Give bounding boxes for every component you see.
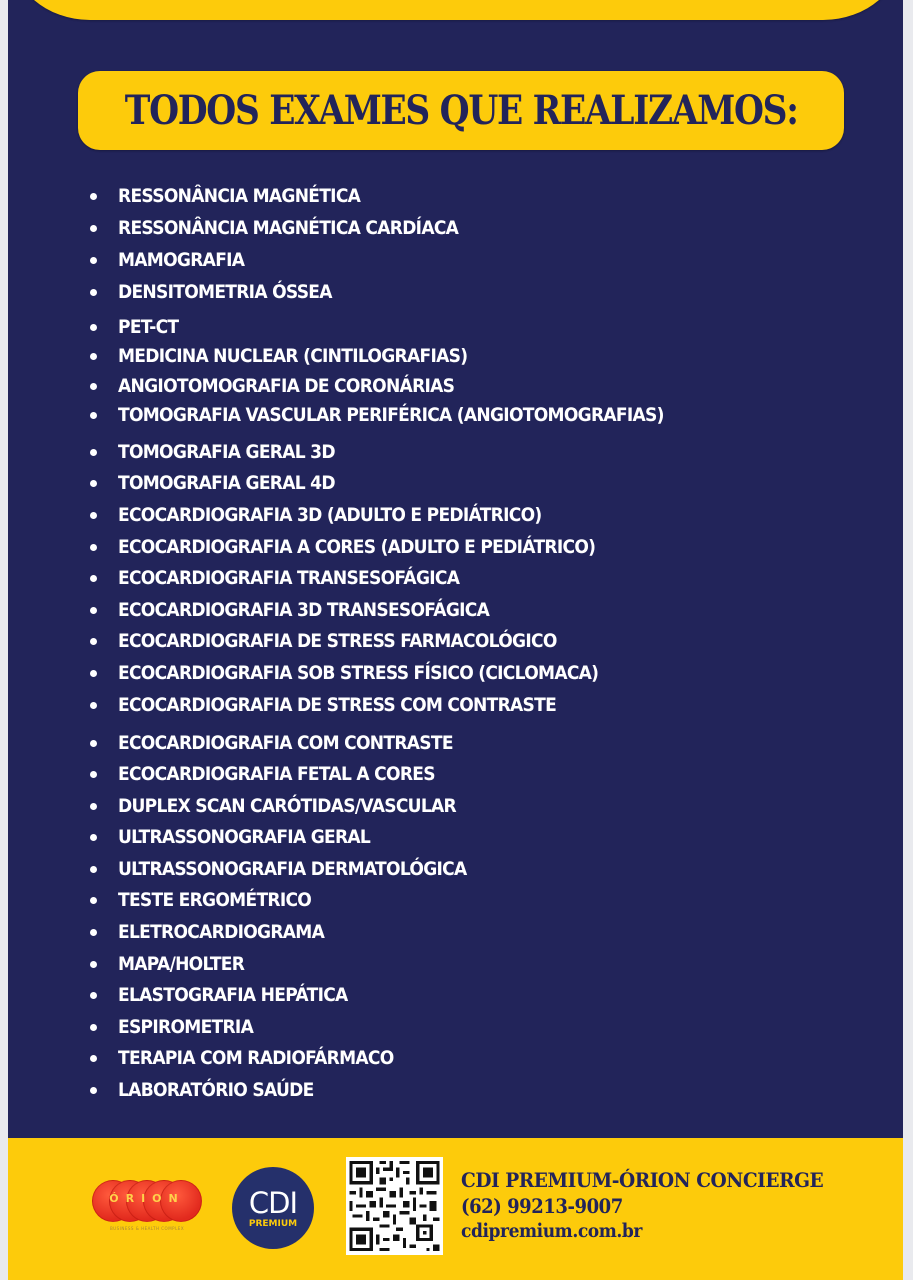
exam-label: TOMOGRAFIA VASCULAR PERIFÉRICA (ANGIOTOMOGRAFIAS) — [118, 404, 664, 426]
exam-list-item — [90, 627, 605, 655]
bullet-icon — [90, 289, 97, 296]
exam-label: ULTRASSONOGRAFIA GERAL — [118, 826, 371, 848]
orion-tagline: BUSINESS & HEALTH COMPLEX — [109, 1226, 185, 1231]
bullet-icon — [90, 257, 97, 264]
exam-label: ANGIOTOMOGRAFIA DE CORONÁRIAS — [118, 375, 455, 397]
cdi-logo-main: CDI — [248, 1185, 298, 1220]
exam-label: ECOCARDIOGRAFIA 3D TRANSESOFÁGICA — [118, 599, 490, 621]
footer — [8, 1138, 903, 1280]
exam-list-item — [90, 469, 359, 497]
exam-label: ECOCARDIOGRAFIA TRANSESOFÁGICA — [118, 567, 460, 589]
exam-list-item — [90, 950, 258, 978]
exam-label: RESSONÂNCIA MAGNÉTICA — [118, 185, 361, 207]
bullet-icon — [90, 1055, 97, 1062]
exam-label: MEDICINA NUCLEAR (CINTILOGRAFIAS) — [118, 345, 468, 367]
bullet-icon — [90, 512, 97, 519]
contact-website[interactable]: cdipremium.com.br — [461, 1220, 642, 1242]
exam-list-item — [90, 401, 724, 429]
cdi-premium-logo — [232, 1167, 314, 1249]
bullet-icon — [90, 834, 97, 841]
bullet-icon — [90, 193, 97, 200]
exam-label: MAPA/HOLTER — [118, 953, 245, 975]
bullet-icon — [90, 702, 97, 709]
title-banner — [78, 71, 844, 150]
exam-list-item — [90, 564, 497, 592]
exam-list-item — [90, 214, 496, 242]
exam-label: ULTRASSONOGRAFIA DERMATOLÓGICA — [118, 858, 467, 880]
exam-list-item — [90, 760, 470, 788]
exam-label: MAMOGRAFIA — [118, 249, 245, 271]
exam-list-item — [90, 886, 333, 914]
exam-list-item — [90, 182, 387, 210]
exam-list-item — [90, 691, 605, 719]
exam-list-item — [90, 823, 398, 851]
exam-list-item — [90, 855, 505, 883]
bullet-icon — [90, 353, 97, 360]
exam-list-item — [90, 659, 652, 687]
exam-list-item — [90, 596, 530, 624]
bullet-icon — [90, 324, 97, 331]
exam-label: DENSITOMETRIA ÓSSEA — [118, 281, 332, 303]
orion-logo — [92, 1180, 202, 1230]
exam-label: DUPLEX SCAN CARÓTIDAS/VASCULAR — [118, 795, 456, 817]
bullet-icon — [90, 480, 97, 487]
exam-label: TOMOGRAFIA GERAL 3D — [118, 441, 335, 463]
bullet-icon — [90, 992, 97, 999]
bullet-icon — [90, 1087, 97, 1094]
bullet-icon — [90, 961, 97, 968]
bullet-icon — [90, 449, 97, 456]
exam-list-item — [90, 246, 258, 274]
bullet-icon — [90, 383, 97, 390]
bullet-icon — [90, 771, 97, 778]
exam-label: LABORATÓRIO SAÚDE — [118, 1079, 314, 1101]
page-title: TODOS EXAMES QUE REALIZAMOS: — [124, 87, 798, 134]
bullet-icon — [90, 225, 97, 232]
poster — [8, 0, 903, 1280]
exam-list-item — [90, 1013, 268, 1041]
qr-code-icon[interactable] — [346, 1157, 443, 1255]
exam-label: ECOCARDIOGRAFIA DE STRESS FARMACOLÓGICO — [118, 630, 557, 652]
exam-list-item — [90, 501, 589, 529]
exam-label: RESSONÂNCIA MAGNÉTICA CARDÍACA — [118, 217, 459, 239]
bullet-icon — [90, 929, 97, 936]
bullet-icon — [90, 1024, 97, 1031]
exam-label: ECOCARDIOGRAFIA 3D (ADULTO E PEDIÁTRICO) — [118, 504, 542, 526]
exam-label: TOMOGRAFIA GERAL 4D — [118, 472, 335, 494]
bullet-icon — [90, 607, 97, 614]
exam-label: ESPIROMETRIA — [118, 1016, 254, 1038]
exam-label: ECOCARDIOGRAFIA DE STRESS COM CONTRASTE — [118, 694, 557, 716]
bullet-icon — [90, 575, 97, 582]
exam-list-item — [90, 918, 347, 946]
exam-list-item — [90, 342, 506, 370]
bullet-icon — [90, 544, 97, 551]
bullet-icon — [90, 866, 97, 873]
contact-info — [461, 1168, 851, 1246]
exam-label: TESTE ERGOMÉTRICO — [118, 889, 312, 911]
exam-list-item — [90, 438, 359, 466]
exam-label: ECOCARDIOGRAFIA FETAL A CORES — [118, 763, 435, 785]
exam-list-item — [90, 729, 490, 757]
exam-list-item — [90, 278, 356, 306]
exam-label: ELETROCARDIOGRAMA — [118, 921, 325, 943]
exam-list-item — [90, 792, 494, 820]
cdi-logo-sub: PREMIUM — [248, 1218, 298, 1229]
bullet-icon — [90, 638, 97, 645]
bullet-icon — [90, 803, 97, 810]
contact-phone[interactable]: (62) 99213-9007 — [461, 1194, 623, 1218]
bullet-icon — [90, 740, 97, 747]
exam-label: ECOCARDIOGRAFIA A CORES (ADULTO E PEDIÁTRICO) — [118, 536, 596, 558]
exam-label: ECOCARDIOGRAFIA SOB STRESS FÍSICO (CICLOMACA) — [118, 662, 599, 684]
orion-name: ÓRION — [109, 1192, 185, 1205]
exam-list-item — [90, 981, 373, 1009]
exam-list-item — [90, 372, 492, 400]
exam-list-item — [90, 1044, 424, 1072]
bullet-icon — [90, 412, 97, 419]
bullet-icon — [90, 897, 97, 904]
top-banner — [10, 0, 903, 20]
exam-list-item — [90, 533, 648, 561]
exam-label: ELASTOGRAFIA HEPÁTICA — [118, 984, 348, 1006]
exam-label: TERAPIA COM RADIOFÁRMACO — [118, 1047, 394, 1069]
bullet-icon — [90, 670, 97, 677]
contact-name: CDI PREMIUM-ÓRION CONCIERGE — [461, 1168, 824, 1192]
exam-list-item — [90, 313, 185, 341]
exam-label: ECOCARDIOGRAFIA COM CONTRASTE — [118, 732, 453, 754]
exam-list-item — [90, 1076, 335, 1104]
exam-label: PET-CT — [118, 316, 179, 338]
